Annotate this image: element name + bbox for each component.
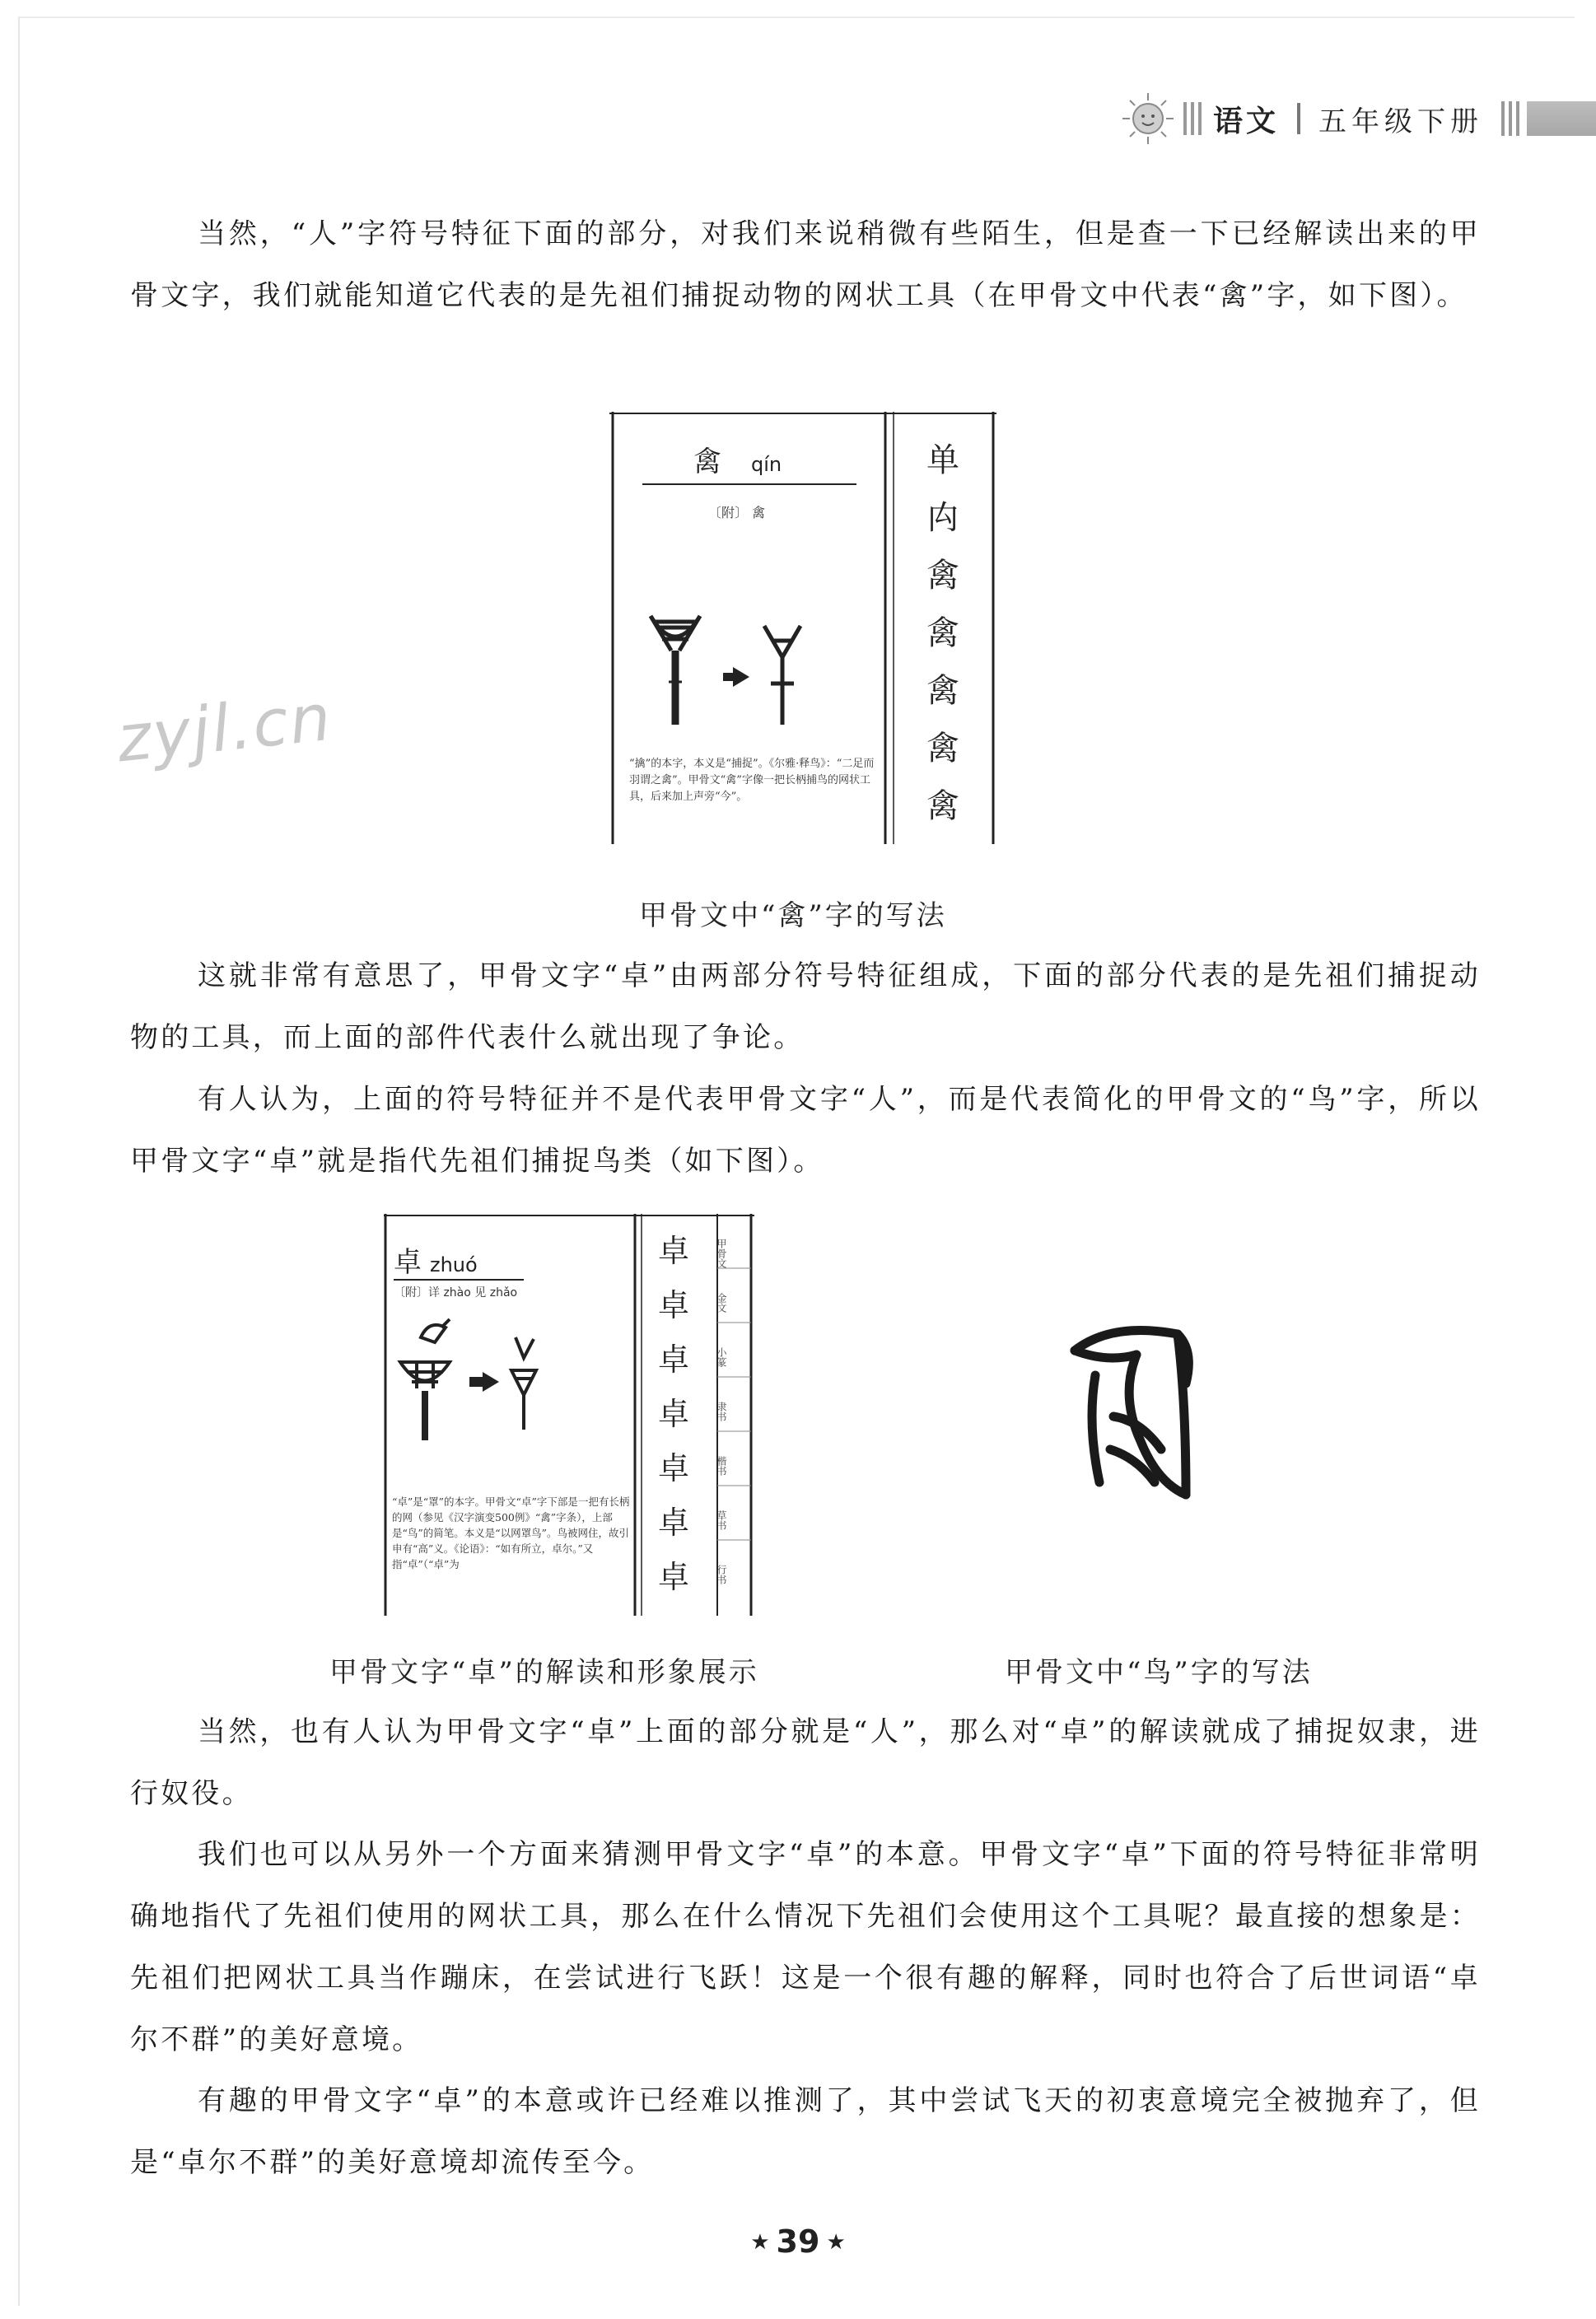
figure-zhuo-entry <box>384 1214 754 1616</box>
zhuo-variant-6: 卓 <box>658 1505 690 1541</box>
qin-tag: 〔附〕 禽 <box>708 505 766 520</box>
figure-qin-entry <box>609 412 996 844</box>
sun-icon <box>1121 91 1175 146</box>
zhuo-headword: 卓 <box>394 1246 422 1279</box>
bird-oracle-glyph <box>1062 1318 1211 1507</box>
zhuo-pinyin: zhuó <box>430 1253 478 1276</box>
caption-zhuo: 甲骨文字“卓”的解读和形象展示 <box>329 1656 759 1689</box>
zhuo-script-label-7: 行书 <box>716 1565 727 1584</box>
header-separator <box>1297 103 1300 134</box>
qin-headword: 禽 <box>693 446 721 478</box>
zhuo-script-label-4: 隶书 <box>716 1402 727 1421</box>
caption-niao: 甲骨文中“鸟”字的写法 <box>1005 1656 1313 1689</box>
watermark: zyjl.cn <box>114 680 336 777</box>
qin-variant-1: 单 <box>926 441 959 479</box>
paragraph-6: 有趣的甲骨文字“卓”的本意或许已经难以推测了，其中尝试飞天的初衷意境完全被抛弃了，但是“卓尔不群”的美好意境却流传至今。 <box>130 2084 1481 2179</box>
star-icon: ★ <box>750 2230 770 2255</box>
header-tail-decoration <box>1501 101 1596 136</box>
qin-variant-3: 禽 <box>926 557 959 595</box>
zhuo-script-label-1: 甲骨文 <box>716 1239 727 1268</box>
caption-qin: 甲骨文中“禽”字的写法 <box>639 899 947 932</box>
paragraph-3: 有人认为，上面的符号特征并不是代表甲骨文字“人”，而是代表简化的甲骨文的“鸟”字，所以甲骨文字“卓”就是指代先祖们捕捉鸟类（如下图）。 <box>130 1083 1481 1178</box>
header-subject: 语文 <box>1212 103 1279 138</box>
qin-variant-2: 禸 <box>926 499 959 537</box>
zhuo-variant-4: 卓 <box>658 1396 690 1432</box>
zhuo-variant-3: 卓 <box>658 1341 690 1378</box>
paragraph-1: 当然，“人”字符号特征下面的部分，对我们来说稍微有些陌生，但是查一下已经解读出来的甲骨文字，我们就能知道它代表的是先祖们捕捉动物的网状工具（在甲骨文中代表“禽”字，如下图）。 <box>130 217 1481 312</box>
zhuo-script-label-2: 金文 <box>716 1293 727 1313</box>
zhuo-script-label-5: 楷书 <box>716 1456 727 1476</box>
zhuo-tag: 〔附〕详 zhào 见 zhǎo <box>394 1286 518 1299</box>
zhuo-variant-5: 卓 <box>658 1450 690 1486</box>
zhuo-script-label-6: 草书 <box>716 1510 727 1530</box>
header-bars <box>1183 102 1202 135</box>
zhuo-variant-2: 卓 <box>658 1287 690 1323</box>
qin-variant-6: 禽 <box>926 730 959 768</box>
qin-note: “擒”的本字，本义是“捕捉”。《尔雅·释鸟》：“二足而羽谓之禽”。甲骨文“禽”字像一把长柄捕鸟的网状工具，后来加上声旁“今”。 <box>629 758 875 803</box>
qin-variant-4: 禽 <box>926 614 959 652</box>
paragraph-2: 这就非常有意思了，甲骨文字“卓”由两部分符号特征组成，下面的部分代表的是先祖们捕捉动物的工具，而上面的部件代表什么就出现了争论。 <box>130 959 1481 1054</box>
zhuo-script-label-3: 小篆 <box>716 1347 727 1367</box>
star-icon: ★ <box>826 2230 846 2255</box>
paragraph-5: 我们也可以从另外一个方面来猜测甲骨文字“卓”的本意。甲骨文字“卓”下面的符号特征非常明确地指代了先祖们使用的网状工具，那么在什么情况下先祖们会使用这个工具呢？最直接的想象是：先祖们把网状工具当作蹦床，在尝试进行飞跃！这是一个很有趣的解释，同时也符合了后世词语“卓尔不群”的美好意境。 <box>130 1838 1481 2056</box>
qin-pinyin: qín <box>751 453 782 476</box>
header-grade: 五年级下册 <box>1318 105 1483 138</box>
page-number <box>0 2223 1596 2260</box>
qin-variant-5: 禽 <box>926 672 959 710</box>
zhuo-variant-7: 卓 <box>658 1559 690 1595</box>
zhuo-note: “卓”是“罩”的本字。甲骨文“卓”字下部是一把有长柄的网（参见《汉字演变500例》“禽”字条），上部是“鸟”的简笔。本义是“以网罩鸟”。鸟被网住，故引申有“高”义。《论语》：“如有所立，卓尔。”又指“卓”（“卓”为 <box>392 1495 630 1570</box>
page-number-value: 39 <box>776 2223 820 2260</box>
page-header <box>1121 89 1596 148</box>
qin-variant-7: 禽 <box>926 787 959 825</box>
paragraph-4: 当然，也有人认为甲骨文字“卓”上面的部分就是“人”，那么对“卓”的解读就成了捕捉奴隶，进行奴役。 <box>130 1715 1481 1810</box>
zhuo-variant-1: 卓 <box>658 1233 690 1269</box>
